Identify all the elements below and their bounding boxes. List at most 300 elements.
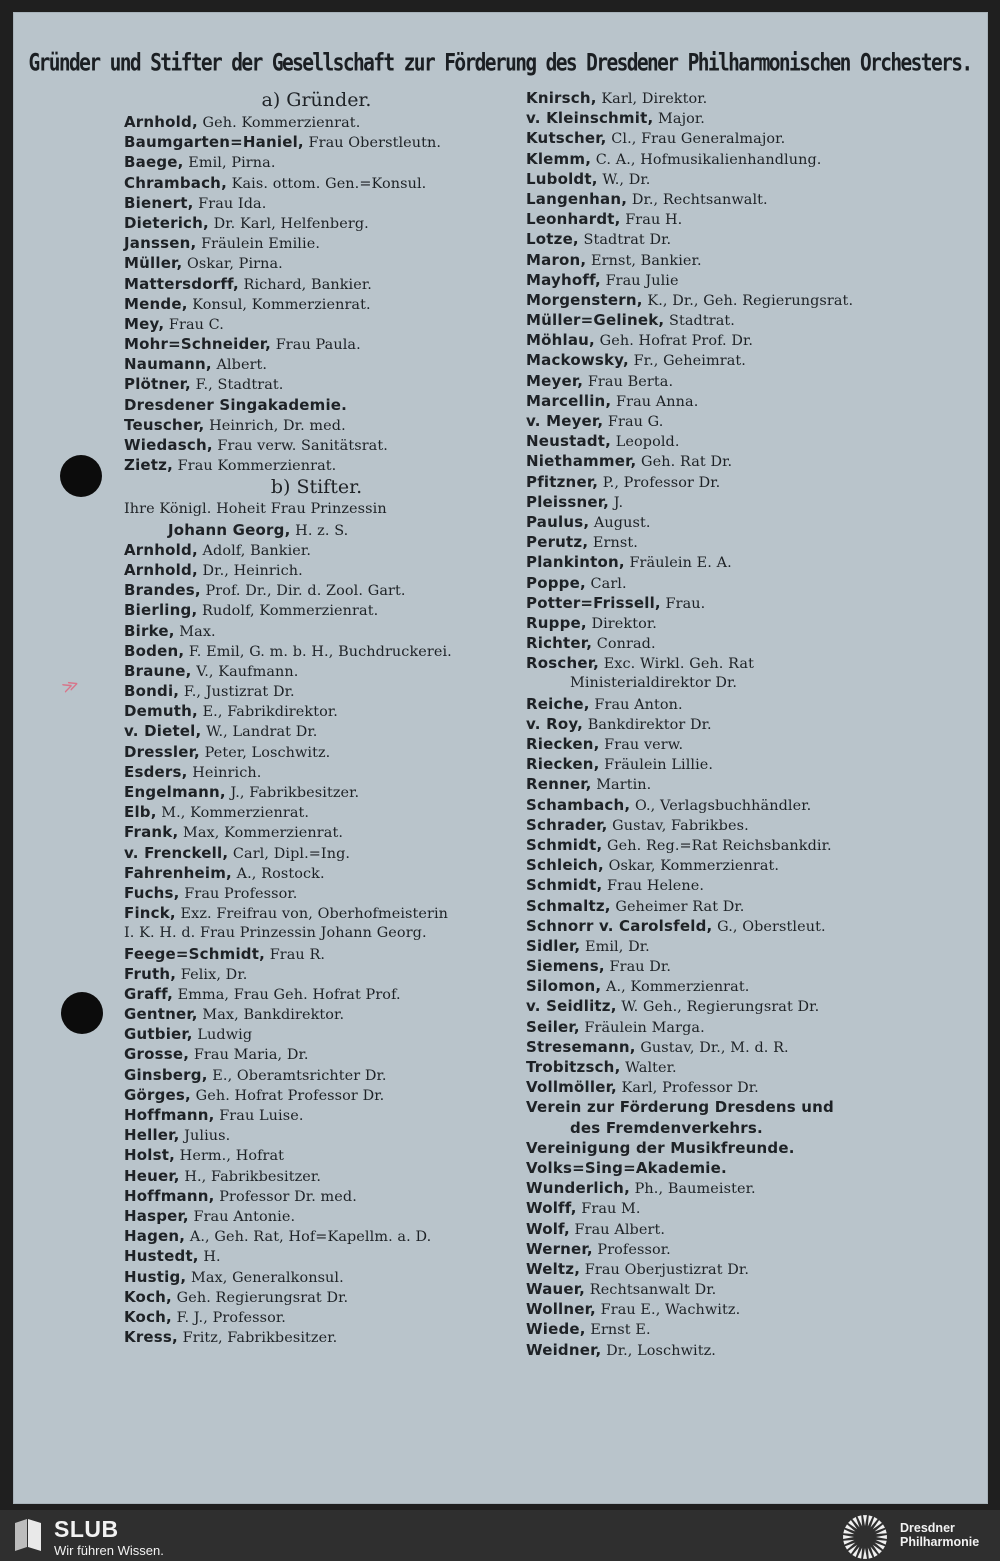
member-entry <box>526 1057 911 1077</box>
member-details: Frau Oberstleutn. <box>303 135 442 152</box>
member-entry <box>124 253 509 273</box>
member-details: Bankdirektor Dr. <box>583 716 712 733</box>
member-name: Vollmöller, <box>526 1078 617 1097</box>
member-entry <box>124 1085 509 1105</box>
slub-tagline: Wir führen Wissen. <box>54 1543 164 1558</box>
member-name: Schnorr v. Carolsfeld, <box>526 916 713 935</box>
member-name: Hustig, <box>124 1267 187 1286</box>
member-name: Marcellin, <box>526 391 612 410</box>
member-name: Mey, <box>124 314 165 333</box>
member-name: Morgenstern, <box>526 290 643 309</box>
member-name: Richter, <box>526 634 593 653</box>
member-entry <box>526 1219 911 1239</box>
member-name: Hustedt, <box>124 1247 199 1266</box>
member-name: Renner, <box>526 775 592 794</box>
member-name: Schmidt, <box>526 876 603 895</box>
member-details: Fr., Geheimrat. <box>628 353 746 370</box>
member-entry <box>526 1198 911 1218</box>
member-details: Conrad. <box>592 636 656 653</box>
member-entry <box>124 580 509 600</box>
philharmonie-logo-icon[interactable] <box>842 1514 888 1560</box>
member-details: Dr. Karl, Helfenberg. <box>208 215 369 232</box>
footer-bar <box>0 1510 1000 1561</box>
member-name: Wolf, <box>526 1219 570 1238</box>
member-details: Cl., Frau Generalmajor. <box>606 131 786 148</box>
member-entry <box>124 641 509 661</box>
member-details: E., Fabrikdirektor. <box>197 704 338 721</box>
member-details: Dr., Rechtsanwalt. <box>627 191 768 208</box>
member-entry <box>526 593 911 613</box>
member-name: Bierling, <box>124 601 198 620</box>
member-entry <box>526 1077 911 1097</box>
member-details: Fräulein Marga. <box>579 1019 705 1036</box>
member-entry <box>124 1246 509 1266</box>
member-details: Ernst, Bankier. <box>586 252 702 269</box>
member-entry <box>526 956 911 976</box>
member-details: Adolf, Bankier. <box>197 542 311 559</box>
member-entry <box>526 250 911 270</box>
member-details: K., Dr., Geh. Regierungsrat. <box>642 292 854 309</box>
member-entry <box>526 795 911 815</box>
member-name: Wauer, <box>526 1280 586 1299</box>
member-entry <box>124 802 509 822</box>
member-entry <box>526 1138 911 1158</box>
member-name: Werner, <box>526 1239 593 1258</box>
philharmonie-line1: Dresdner <box>900 1521 955 1535</box>
member-name: Brandes, <box>124 581 201 600</box>
member-entry <box>526 714 911 734</box>
member-entry <box>124 600 509 620</box>
member-details: Heinrich. <box>187 764 262 781</box>
member-entry <box>124 782 509 802</box>
member-name: Mohr=Schneider, <box>124 335 272 354</box>
member-name: Perutz, <box>526 533 589 552</box>
member-details: Ph., Baumeister. <box>629 1181 756 1198</box>
member-name: Maron, <box>526 250 587 269</box>
member-entry <box>526 734 911 754</box>
member-entry <box>124 374 509 394</box>
member-details: M., Kommerzienrat. <box>156 805 310 822</box>
member-entry <box>124 415 509 435</box>
member-name: Hasper, <box>124 1206 189 1225</box>
member-entry <box>526 633 911 653</box>
member-details: F. Emil, G. m. b. H., Buchdruckerei. <box>184 643 452 660</box>
member-name: Vereinigung der Musikfreunde. <box>526 1138 795 1157</box>
member-name: Knirsch, <box>526 89 597 107</box>
member-entry <box>124 822 509 842</box>
member-name: Lotze, <box>526 230 579 249</box>
member-details: Prof. Dr., Dir. d. Zool. Gart. <box>200 583 406 600</box>
member-name: Schmidt, <box>526 835 603 854</box>
member-details: P., Professor Dr. <box>598 474 721 491</box>
member-entry <box>526 1299 911 1319</box>
member-name: Arnhold, <box>124 113 198 131</box>
member-details: Oskar, Kommerzienrat. <box>603 858 780 875</box>
member-name: Fuchs, <box>124 883 180 902</box>
member-entry <box>526 88 911 108</box>
member-details: W. Geh., Regierungsrat Dr. <box>616 999 820 1016</box>
member-entry <box>526 350 911 370</box>
member-name: Mayhoff, <box>526 270 601 289</box>
member-details: O., Verlagsbuchhändler. <box>630 797 812 814</box>
member-name: Hagen, <box>124 1227 186 1246</box>
member-name: Görges, <box>124 1085 191 1104</box>
member-entry <box>526 1097 911 1117</box>
member-details: Max, Bankdirektor. <box>197 1007 345 1024</box>
member-details: Geh. Kommerzienrat. <box>197 115 361 131</box>
member-entry <box>526 431 911 451</box>
member-entry <box>124 1226 509 1246</box>
member-entry <box>124 843 509 863</box>
member-name: Poppe, <box>526 573 586 592</box>
member-entry <box>124 1206 509 1226</box>
member-name: Zietz, <box>124 456 173 475</box>
member-details: Leopold. <box>611 434 680 451</box>
member-entry <box>124 1065 509 1085</box>
member-details: Geh. Hofrat Prof. Dr. <box>594 333 754 350</box>
member-details: Herm., Hofrat <box>175 1148 285 1165</box>
member-details: A., Geh. Rat, Hof=Kapellm. a. D. <box>185 1229 432 1246</box>
member-name: Fahrenheim, <box>124 863 232 882</box>
member-name: Dresdener Singakademie. <box>124 395 348 414</box>
member-entry <box>124 923 509 943</box>
member-details: Emil, Dr. <box>580 938 650 955</box>
member-name: Kutscher, <box>526 129 607 148</box>
member-details: Carl. <box>585 575 627 592</box>
member-details: W., Dr. <box>597 171 651 188</box>
member-details: Frau Antonie. <box>188 1208 296 1225</box>
member-entry <box>526 815 911 835</box>
member-entry <box>526 371 911 391</box>
member-entry <box>526 694 911 714</box>
member-details: A., Kommerzienrat. <box>601 979 750 996</box>
member-details: Rudolf, Kommerzienrat. <box>197 603 379 620</box>
member-name: Müller, <box>124 254 183 273</box>
member-details: Fritz, Fabrikbesitzer. <box>177 1330 338 1347</box>
member-details: Karl, Professor Dr. <box>616 1080 759 1097</box>
member-entry <box>526 512 911 532</box>
member-entry <box>124 1125 509 1145</box>
member-details: J. <box>609 494 624 511</box>
member-entry <box>124 314 509 334</box>
member-details: H. z. S. <box>290 522 349 539</box>
member-name: Dressler, <box>124 742 200 761</box>
member-entry <box>124 1307 509 1327</box>
member-entry <box>526 169 911 189</box>
member-details: Kais. ottom. Gen.=Konsul. <box>226 175 427 192</box>
member-entry <box>526 896 911 916</box>
member-details: Stadtrat. <box>664 313 735 330</box>
member-entry <box>526 754 911 774</box>
member-entry <box>124 1145 509 1165</box>
member-entry <box>124 1186 509 1206</box>
member-details: Max, Generalkonsul. <box>186 1269 344 1286</box>
member-details: Ernst E. <box>585 1322 651 1339</box>
member-details: Frau H. <box>620 212 683 229</box>
member-details: Geh. Rat Dr. <box>636 454 733 471</box>
member-details: Fräulein E. A. <box>624 555 732 572</box>
member-entry <box>124 294 509 314</box>
member-entry <box>526 936 911 956</box>
member-name: Wollner, <box>526 1300 596 1319</box>
member-entry <box>526 128 911 148</box>
member-entry <box>124 354 509 374</box>
member-details: Ihre Königl. Hoheit Frau Prinzessin <box>124 501 387 518</box>
member-name: Roscher, <box>526 654 600 673</box>
member-name: Trobitzsch, <box>526 1058 621 1076</box>
member-name: Hoffmann, <box>124 1186 215 1205</box>
punch-hole <box>60 455 102 497</box>
member-name: v. Roy, <box>526 714 584 733</box>
member-name: Niethammer, <box>526 452 637 471</box>
member-entry <box>526 270 911 290</box>
member-name: Langenhan, <box>526 189 628 208</box>
member-details: Frau G. <box>603 414 664 430</box>
philharmonie-name[interactable] <box>900 1521 979 1549</box>
member-details: Ernst. <box>588 535 638 552</box>
member-name: Grosse, <box>124 1045 190 1064</box>
member-details: Frau E., Wachwitz. <box>595 1302 741 1319</box>
member-name: Wiede, <box>526 1320 586 1339</box>
member-entry <box>124 213 509 233</box>
member-details: J., Fabrikbesitzer. <box>225 785 360 801</box>
member-entry <box>124 520 509 540</box>
member-entry <box>526 108 911 128</box>
member-entry <box>124 701 509 721</box>
member-name: Reiche, <box>526 694 590 713</box>
member-details: Frau. <box>660 595 706 612</box>
member-entry <box>124 193 509 213</box>
member-name: Ruppe, <box>526 613 587 632</box>
member-entry <box>526 1118 911 1138</box>
member-name: Pleissner, <box>526 492 610 511</box>
member-name: Fruth, <box>124 964 177 983</box>
member-entry <box>526 835 911 855</box>
member-entry <box>526 1037 911 1057</box>
member-entry <box>124 233 509 253</box>
member-name: Silomon, <box>526 977 602 996</box>
member-details: Exc. Wirkl. Geh. Rat <box>599 656 754 673</box>
member-name: Paulus, <box>526 512 590 531</box>
member-entry <box>124 621 509 641</box>
member-entry <box>124 1166 509 1186</box>
member-entry <box>526 492 911 512</box>
section-heading: a) Gründer. <box>261 89 372 111</box>
member-details: Professor. <box>592 1241 671 1258</box>
member-entry <box>526 532 911 552</box>
member-name: Gentner, <box>124 1005 198 1024</box>
member-entry <box>124 560 509 580</box>
member-entry <box>124 944 509 964</box>
member-name: Engelmann, <box>124 783 226 801</box>
member-name: Gutbier, <box>124 1025 193 1044</box>
member-entry <box>124 334 509 354</box>
member-details: Dr., Loschwitz. <box>601 1342 716 1359</box>
member-name: Meyer, <box>526 371 584 390</box>
slub-logo-icon[interactable] <box>14 1518 42 1552</box>
member-details: Frau Oberjustizrat Dr. <box>580 1261 749 1278</box>
member-name: Potter=Frissell, <box>526 593 661 612</box>
member-name: Riecken, <box>526 735 600 753</box>
member-details: C. A., Hofmusikalienhandlung. <box>591 151 822 168</box>
member-name: Schambach, <box>526 795 631 814</box>
member-entry <box>526 552 911 572</box>
member-name: Wiedasch, <box>124 436 213 454</box>
member-name: v. Frenckell, <box>124 843 229 862</box>
member-entry <box>526 391 911 411</box>
member-details: Carl, Dipl.=Ing. <box>228 845 351 862</box>
member-entry <box>124 1267 509 1287</box>
member-details: Emil, Pirna. <box>183 155 276 172</box>
member-entry <box>526 673 911 693</box>
member-name: Naumann, <box>124 355 212 374</box>
member-name: Plankinton, <box>526 553 625 572</box>
member-details: Frau M. <box>576 1201 641 1218</box>
member-details: A., Rostock. <box>231 865 325 882</box>
member-details: F., Stadtrat. <box>190 377 284 394</box>
member-name: v. Meyer, <box>526 412 604 430</box>
member-details: Geh. Regierungsrat Dr. <box>171 1289 349 1306</box>
member-name: Plötner, <box>124 375 191 394</box>
member-details: H. <box>198 1249 221 1266</box>
member-details: Frau Luise. <box>214 1108 304 1124</box>
member-entry <box>124 499 509 519</box>
member-entry <box>124 1327 509 1347</box>
member-name: Weltz, <box>526 1259 581 1278</box>
member-details: Peter, Loschwitz. <box>199 744 331 761</box>
member-name: Wunderlich, <box>526 1179 630 1198</box>
member-name: Graff, <box>124 984 173 1003</box>
member-name: Holst, <box>124 1146 175 1165</box>
member-details: Frau Dr. <box>604 959 671 976</box>
member-details: Richard, Bankier. <box>238 276 372 293</box>
member-details: Frau Paula. <box>271 337 361 354</box>
member-entry <box>124 540 509 560</box>
member-entry <box>526 411 911 431</box>
member-name: Janssen, <box>124 234 197 253</box>
member-name: Birke, <box>124 621 175 640</box>
left-column <box>124 88 509 1347</box>
member-name: Siemens, <box>526 957 605 976</box>
member-details: Rechtsanwalt Dr. <box>585 1282 717 1299</box>
member-details: Max. <box>174 623 216 640</box>
member-name: Esders, <box>124 762 188 781</box>
member-entry <box>526 1279 911 1299</box>
member-details: Frau Helene. <box>602 878 705 895</box>
member-entry <box>526 875 911 895</box>
member-entry <box>526 310 911 330</box>
member-entry <box>124 721 509 741</box>
member-details: Max, Kommerzienrat. <box>178 825 344 842</box>
member-entry <box>124 173 509 193</box>
member-name: Wolff, <box>526 1199 577 1218</box>
member-name: Demuth, <box>124 702 198 721</box>
member-details: Frau Ida. <box>193 195 267 212</box>
member-details: Frau Albert. <box>569 1221 665 1238</box>
member-details: Fräulein Lillie. <box>599 757 714 774</box>
member-details: I. K. H. d. Frau Prinzessin Johann Georg. <box>124 925 427 942</box>
philharmonie-line2: Philharmonie <box>900 1535 980 1549</box>
member-entry <box>526 1259 911 1279</box>
member-entry <box>526 1178 911 1198</box>
member-name: Chrambach, <box>124 173 227 192</box>
member-name: Teuscher, <box>124 415 205 434</box>
member-entry <box>124 455 509 475</box>
member-name: Feege=Schmidt, <box>124 944 266 963</box>
member-details: H., Fabrikbesitzer. <box>179 1168 321 1185</box>
member-name: Klemm, <box>526 149 592 168</box>
member-entry <box>526 189 911 209</box>
member-details: Julius. <box>179 1128 231 1145</box>
member-name: Heller, <box>124 1126 180 1145</box>
member-details: Geh. Hofrat Professor Dr. <box>190 1087 385 1104</box>
member-entry <box>124 964 509 984</box>
member-name: Verein zur Förderung Dresdens und <box>526 1098 834 1117</box>
member-details: Frau verw. Sanitätsrat. <box>212 438 388 454</box>
member-name: v. Seidlitz, <box>526 997 617 1016</box>
member-name: Koch, <box>124 1307 172 1326</box>
member-entry <box>124 1024 509 1044</box>
section-heading: b) Stifter. <box>270 476 363 499</box>
member-name: Elb, <box>124 803 157 822</box>
member-details: Geh. Reg.=Rat Reichsbankdir. <box>602 837 832 854</box>
member-entry <box>124 395 509 415</box>
member-entry <box>526 472 911 492</box>
member-name: v. Dietel, <box>124 722 202 741</box>
member-name: Mattersdorff, <box>124 274 239 293</box>
member-details: Major. <box>653 111 705 128</box>
page-title: Gründer und Stifter der Gesellschaft zur Förderung des Dresdener Philharmonischen Orchesters. <box>28 48 972 77</box>
member-name: Frank, <box>124 823 179 842</box>
member-name: Möhlau, <box>526 331 595 350</box>
member-entry <box>124 132 509 152</box>
member-entry <box>124 883 509 903</box>
member-details: Geheimer Rat Dr. <box>610 898 745 915</box>
member-details: Martin. <box>591 777 652 794</box>
member-entry <box>526 774 911 794</box>
member-details: Gustav, Dr., M. d. R. <box>635 1039 789 1056</box>
member-name: Sidler, <box>526 936 581 955</box>
member-entry <box>526 229 911 249</box>
member-details: Frau C. <box>164 316 224 333</box>
punch-hole <box>61 992 103 1034</box>
member-entry <box>124 863 509 883</box>
member-name: Neustadt, <box>526 432 612 451</box>
member-entry <box>124 112 509 132</box>
member-name: Arnhold, <box>124 540 198 559</box>
member-name: Ginsberg, <box>124 1065 208 1084</box>
member-details: Ludwig <box>192 1027 253 1044</box>
member-entry <box>124 762 509 782</box>
member-details: Emma, Frau Geh. Hofrat Prof. <box>172 986 401 1003</box>
member-name: Braune, <box>124 661 192 680</box>
member-entry <box>526 1239 911 1259</box>
member-entry <box>526 1319 911 1339</box>
member-details: Professor Dr. med. <box>214 1188 357 1205</box>
member-name: Baege, <box>124 153 184 172</box>
member-name: Leonhardt, <box>526 210 621 229</box>
member-details: Frau Julie <box>600 272 679 289</box>
member-entry <box>124 152 509 172</box>
member-name: Hoffmann, <box>124 1106 215 1124</box>
member-name: des Fremdenverkehrs. <box>570 1118 763 1137</box>
member-entry <box>124 681 509 701</box>
slub-name[interactable]: SLUB <box>54 1516 119 1542</box>
member-details: G., Oberstleut. <box>712 918 826 935</box>
member-details: V., Kaufmann. <box>191 663 299 680</box>
member-name: Riecken, <box>526 755 600 774</box>
member-details: Stadtrat Dr. <box>578 232 672 249</box>
